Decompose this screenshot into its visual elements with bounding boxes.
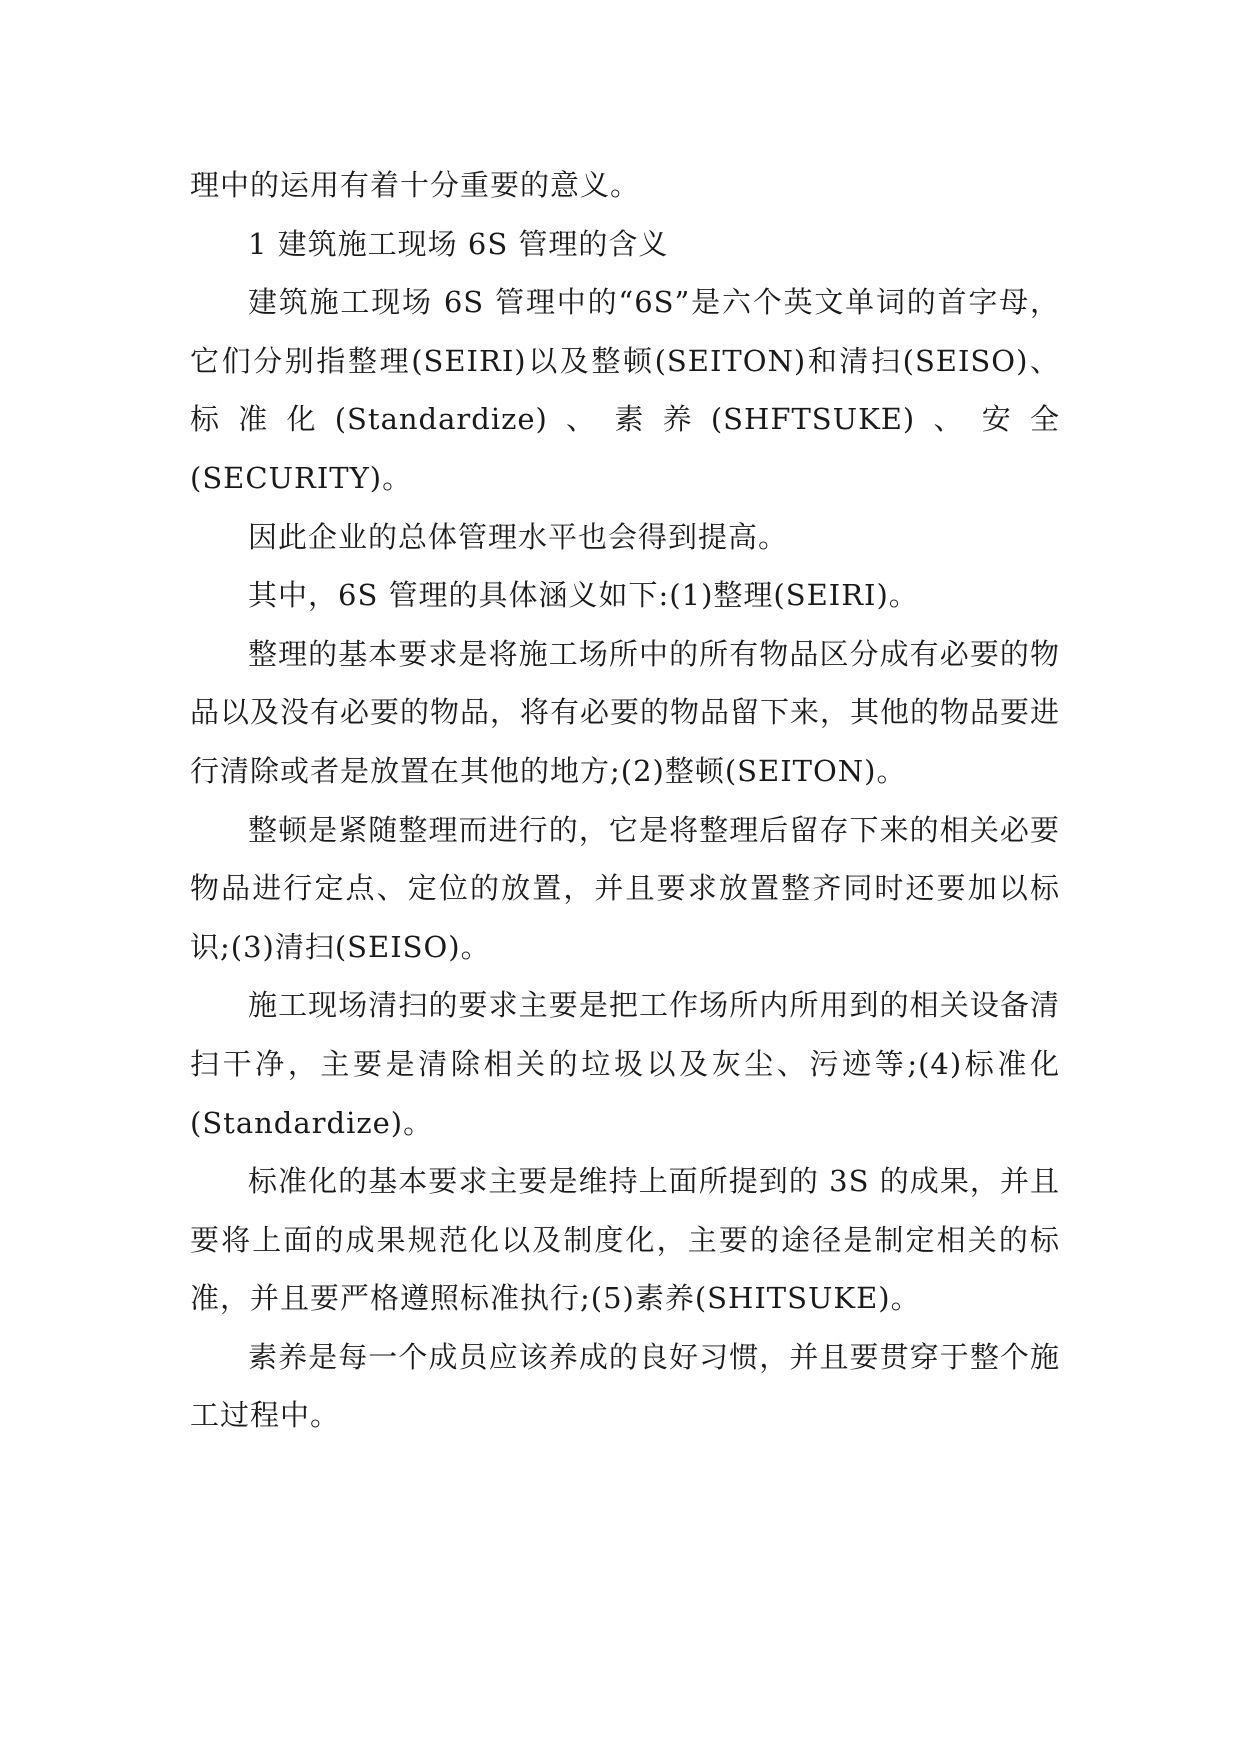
paragraph-seiri: 整理的基本要求是将施工场所中的所有物品区分成有必要的物品以及没有必要的物品，将有必要的物品留下来，其他的物品要进行清除或者是放置在其他的地方;(2)整顿(SEITON)。 bbox=[190, 636, 1061, 788]
section-heading: 1 建筑施工现场 6S 管理的含义 bbox=[248, 226, 669, 261]
paragraph-6s-definition: 建筑施工现场 6S 管理中的“6S”是六个英文单词的首字母，它们分别指整理(SEIRI)以及整顿(SEITON)和清扫(SEISO)、标准化(Standardize)、素养(SHFTSUKE)、安全(SECURITY)。 bbox=[190, 285, 1060, 495]
body-text bbox=[190, 156, 1060, 1445]
paragraph-shitsuke: 素养是每一个成员应该养成的良好习惯，并且要贯穿于整个施工过程中。 bbox=[190, 1339, 1060, 1433]
paragraph-standardize: 标准化的基本要求主要是维持上面所提到的 3S 的成果，并且要将上面的成果规范化以及制度化，主要的途径是制定相关的标准，并且要严格遵照标准执行;(5)素养(SHITSUKE)。 bbox=[190, 1164, 1060, 1316]
paragraph-management-level: 因此企业的总体管理水平也会得到提高。 bbox=[248, 519, 789, 554]
paragraph-6s-meaning-intro: 其中，6S 管理的具体涵义如下:(1)整理(SEIRI)。 bbox=[248, 578, 919, 613]
paragraph-continuation: 理中的运用有着十分重要的意义。 bbox=[190, 168, 641, 202]
paragraph-seiso: 施工现场清扫的要求主要是把工作场所内所用到的相关设备清扫干净，主要是清除相关的垃圾以及灰尘、污迹等;(4)标准化(Standardize)。 bbox=[190, 988, 1060, 1140]
paragraph-seiton: 整顿是紧随整理而进行的，它是将整理后留存下来的相关必要物品进行定点、定位的放置，并且要求放置整齐同时还要加以标识;(3)清扫(SEISO)。 bbox=[190, 812, 1060, 964]
